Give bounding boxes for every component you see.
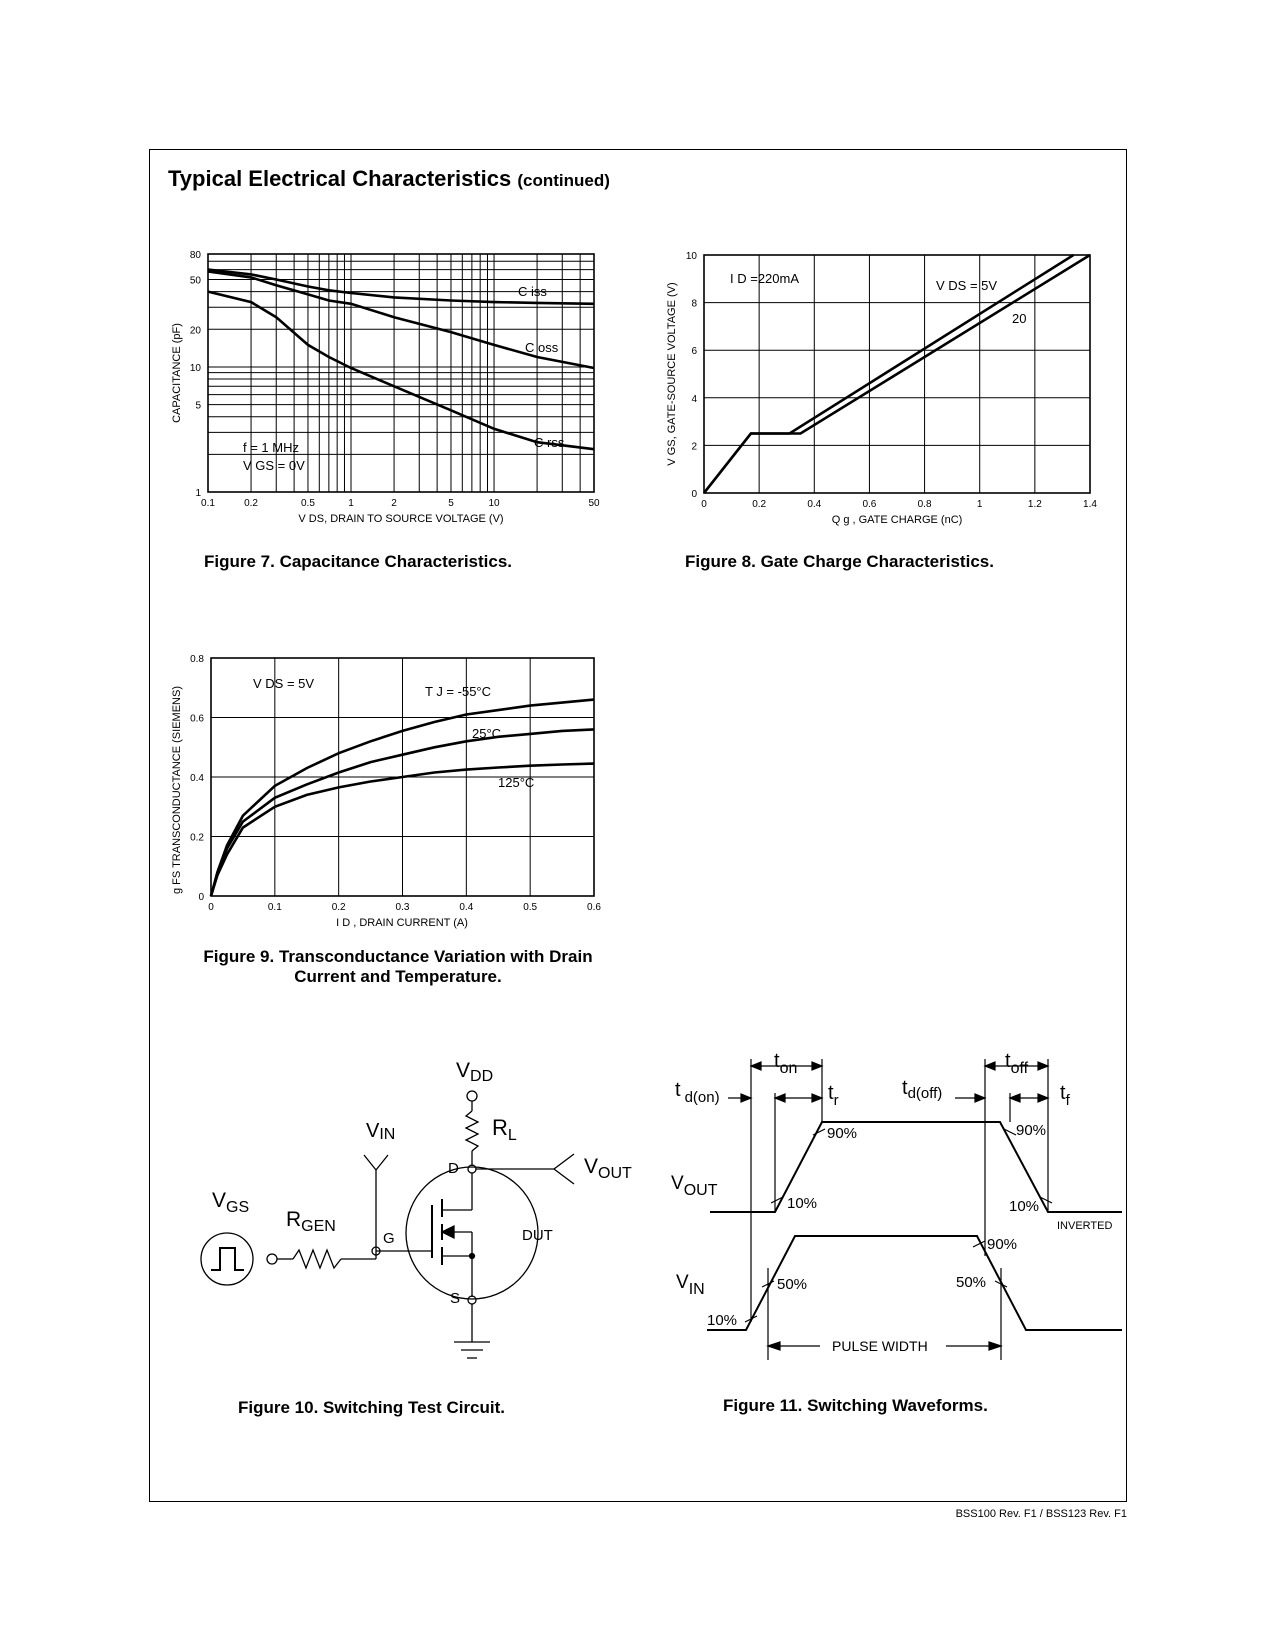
fig9-ytick-label: 0.4 [190, 773, 204, 784]
fig9-xtick-label: 0.5 [523, 902, 538, 913]
vdd-terminal [467, 1091, 477, 1101]
vout-label: $V_{OUT}$ [584, 1155, 632, 1182]
footer-revision: BSS100 Rev. F1 / BSS123 Rev. F1 [955, 1508, 1127, 1520]
vgs-label: $V_{GS}$ [212, 1189, 250, 1216]
fig9-ytick-label: 0.8 [190, 654, 204, 665]
vout-waveform [710, 1122, 1122, 1212]
page-title-suffix: (continued) [517, 171, 610, 190]
vout-wave-label: $V_{OUT}$ [671, 1173, 718, 1199]
fig7-ytick-label: 5 [195, 400, 201, 412]
fig8-xtick-label: 0.4 [807, 499, 822, 510]
fig8-xtick-label: 0.6 [862, 499, 877, 510]
vgs-pulse-icon [211, 1248, 244, 1270]
label-10-vin: 10% [707, 1312, 738, 1329]
fig8-annotation-id: I D =220mA [730, 271, 800, 286]
tdoff-arrowhead [975, 1094, 985, 1102]
fig9-xtick-label: 0.4 [459, 902, 474, 913]
fig10-caption: Figure 10. Switching Test Circuit. [238, 1398, 506, 1417]
fig7-caption: Figure 7. Capacitance Characteristics. [204, 552, 513, 571]
fig7-ytick-label: 50 [189, 275, 201, 287]
fig7-xtick-label: 0.1 [201, 498, 215, 509]
fig9-tick-labels [190, 654, 601, 913]
drain-label: D [448, 1160, 459, 1177]
label-50-rise: 50% [777, 1276, 808, 1293]
fig8-curves [704, 255, 1090, 493]
fig9-xtick-label: 0.1 [267, 902, 282, 913]
fig8-series-line-1 [704, 255, 1090, 493]
fig8-ytick-label: 8 [691, 298, 697, 310]
fig7-xtick-label: 10 [488, 498, 500, 509]
fig9-annotation-vds: V DS = 5V [253, 676, 315, 691]
vin-wave-label: $V_{IN}$ [676, 1272, 705, 1298]
load-resistor [466, 1111, 478, 1151]
vdd-label: VDD [456, 1059, 494, 1085]
label-90-fall: 90% [1016, 1122, 1047, 1139]
vout-terminal [554, 1154, 574, 1184]
tr-arrowhead-right [812, 1094, 822, 1102]
fig9-xtick-label: 0.2 [331, 902, 346, 913]
label-90-vin: 90% [987, 1236, 1018, 1253]
fig7-xlabel: V DS, DRAIN TO SOURCE VOLTAGE (V) [298, 513, 504, 525]
fig8-ytick-label: 10 [685, 251, 697, 262]
fig9-ytick-label: 0 [198, 892, 204, 903]
fig8-gate-charge-chart [666, 251, 1097, 526]
fig9-xtick-label: 0 [208, 902, 214, 913]
ton-arrowhead-right [812, 1062, 822, 1070]
fig7-xtick-label: 50 [588, 498, 600, 509]
fig9-caption-line1: Figure 9. Transconductance Variation with Drain [203, 947, 593, 966]
fig8-xtick-label: 1 [976, 499, 983, 510]
vgs-pulse-source [201, 1233, 253, 1285]
label-10-rise: 10% [787, 1195, 818, 1212]
fig7-xtick-label: 0.5 [301, 498, 315, 509]
ton-label: $t_{on}$ [774, 1050, 798, 1077]
fig9-transconductance-chart [171, 654, 601, 929]
gate-resistor [293, 1250, 341, 1268]
fig10-switching-circuit [201, 1059, 632, 1358]
fig8-ytick-label: 6 [691, 346, 697, 358]
ton-arrowhead-left [751, 1062, 761, 1070]
rgen-label: $R_{GEN}$ [286, 1208, 336, 1235]
fig11-switching-waveforms [671, 1050, 1122, 1360]
fig8-xtick-label: 0 [701, 499, 707, 510]
label-90-rise: 90% [827, 1125, 858, 1142]
label-inverted: INVERTED [1057, 1220, 1113, 1232]
toff-arrowhead-right [1038, 1062, 1048, 1070]
fig7-ylabel: CAPACITANCE (pF) [171, 323, 183, 423]
pulse-width-arrowhead-left [768, 1342, 780, 1350]
fig7-ytick-label: 80 [189, 250, 201, 261]
drain-node [468, 1165, 476, 1173]
fig7-xtick-label: 2 [391, 498, 397, 509]
pulse-width-arrowhead-right [989, 1342, 1001, 1350]
toff-arrowhead-left [985, 1062, 995, 1070]
fig9-xtick-label: 0.6 [587, 902, 601, 913]
dut-body-arrow [442, 1226, 454, 1238]
fig9-series-label-25: 25°C [472, 726, 502, 741]
pulse-width-label: PULSE WIDTH [832, 1338, 928, 1354]
vin-label: VIN [366, 1120, 396, 1143]
tdoff-label: $t_{d(off)}$ [902, 1077, 943, 1102]
fig8-series-label-5v: V DS = 5V [936, 278, 998, 293]
tf-arrowhead-left [1010, 1094, 1020, 1102]
fig8-xtick-label: 0.8 [917, 499, 932, 510]
label-50-fall: 50% [956, 1274, 987, 1291]
fig8-series-label-20: 20 [1012, 311, 1027, 326]
rl-label: $R_L$ [492, 1115, 517, 1144]
source-node [468, 1296, 476, 1304]
fig11-caption: Figure 11. Switching Waveforms. [723, 1396, 988, 1415]
source-junction [470, 1254, 475, 1259]
fig7-annotation-vgs: V GS = 0V [243, 458, 305, 473]
fig8-ytick-label: 0 [691, 489, 697, 500]
toff-label: $t_{off}$ [1005, 1050, 1029, 1077]
fig9-ylabel: g FS TRANSCONDUCTANCE (SIEMENS) [171, 685, 183, 895]
fig8-ytick-label: 2 [691, 441, 697, 453]
source-label: S [450, 1290, 461, 1307]
fig9-xlabel: I D , DRAIN CURRENT (A) [336, 917, 468, 929]
tr-label: $t_r$ [828, 1082, 839, 1109]
page-title-text: Typical Electrical Characteristics [168, 166, 512, 191]
fig7-capacitance-chart [171, 250, 600, 525]
tdon-label: t $_{d(on)}$ [675, 1079, 720, 1106]
fig7-series-label-crss: C rss [534, 435, 565, 450]
fig9-series-label-125: 125°C [498, 775, 535, 790]
fig7-xtick-label: 5 [448, 498, 454, 509]
tf-label: $t_f$ [1060, 1082, 1070, 1109]
fig9-ytick-label: 0.2 [190, 832, 204, 844]
fig7-ytick-label: 20 [189, 325, 201, 337]
vgs-terminal [267, 1254, 277, 1264]
fig8-xtick-label: 0.2 [752, 499, 767, 510]
gate-label: G [383, 1230, 395, 1247]
fig7-series-label-coss: C oss [525, 340, 559, 355]
fig9-xtick-label: 0.3 [395, 902, 410, 913]
fig7-ytick-label: 1 [195, 488, 201, 499]
label-10-fall: 10% [1009, 1198, 1040, 1215]
tdon-arrowhead [741, 1094, 751, 1102]
fig9-caption-line2: Current and Temperature. [294, 967, 502, 986]
tr-arrowhead-left [775, 1094, 785, 1102]
fig8-ylabel: V GS, GATE-SOURCE VOLTAGE (V) [666, 282, 678, 466]
fig7-series-label-ciss: C iss [518, 284, 547, 299]
fig9-series-label-m55: T J = -55°C [425, 684, 492, 699]
dut-label: DUT [522, 1227, 553, 1244]
fig7-series-line-2 [208, 292, 594, 450]
tf-arrowhead-right [1038, 1094, 1048, 1102]
fig7-annotation-freq: f = 1 MHz [243, 440, 299, 455]
vin-terminal [364, 1155, 388, 1170]
fig7-ytick-label: 10 [189, 362, 201, 374]
fig9-ytick-label: 0.6 [190, 713, 204, 725]
fig7-xtick-label: 0.2 [244, 498, 259, 509]
fig8-ytick-label: 4 [691, 393, 697, 405]
fig8-xtick-label: 1.4 [1083, 499, 1097, 510]
fig8-xlabel: Q g , GATE CHARGE (nC) [831, 514, 963, 526]
fig8-xtick-label: 1.2 [1027, 499, 1042, 510]
fig8-caption: Figure 8. Gate Charge Characteristics. [685, 552, 994, 571]
fig7-xtick-label: 1 [348, 498, 354, 509]
